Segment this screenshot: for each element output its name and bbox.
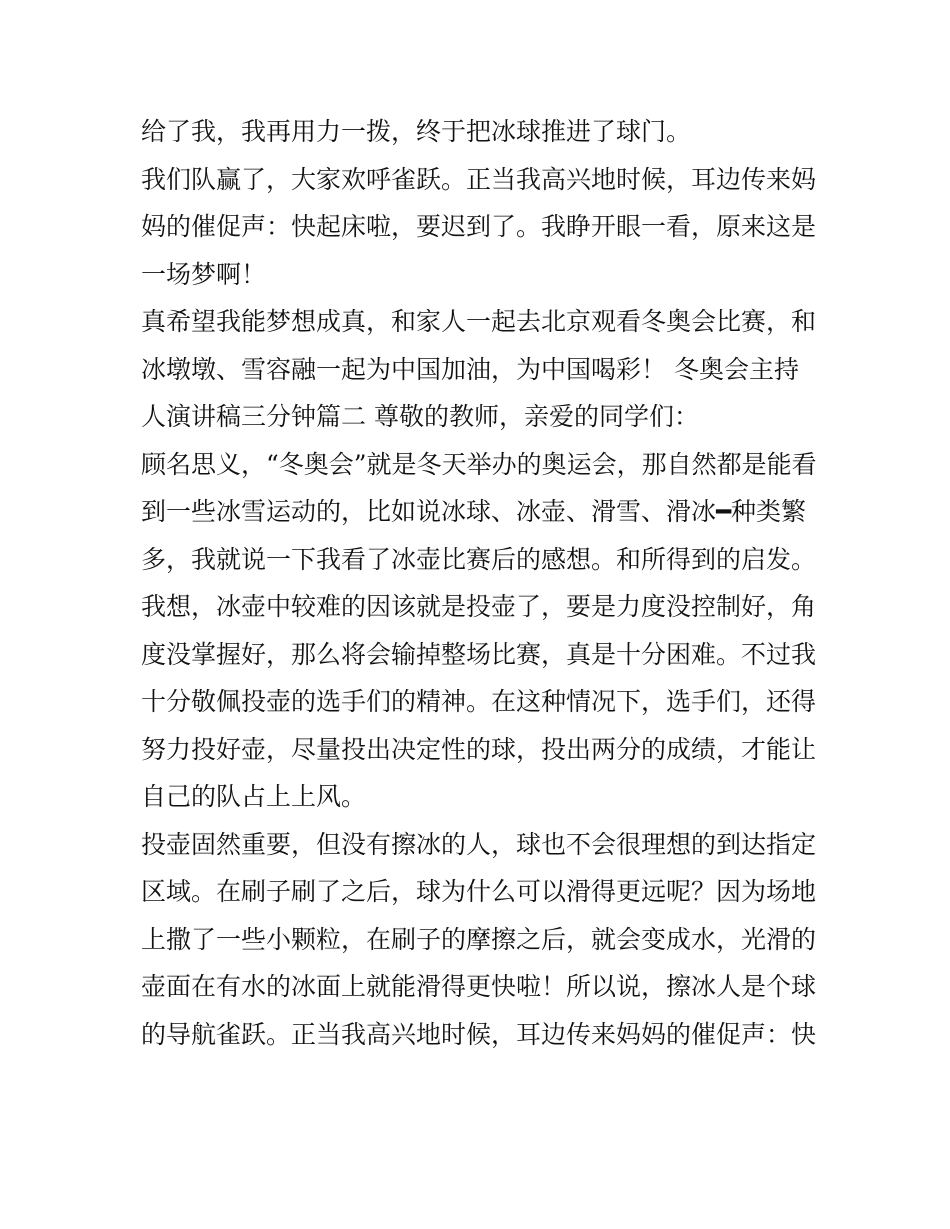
text-line: 顾名思义，“冬奥会”就是冬天举办的奥运会，那自然都是能看 bbox=[141, 449, 817, 479]
text-line: 到一些冰雪运动的，比如说冰球、冰壶、滑雪、滑冰━种类繁 bbox=[141, 497, 807, 526]
text-line: 区域。在刷子刷了之后，球为什么可以滑得更远呢？因为场地 bbox=[141, 877, 817, 906]
text-line: 多，我就说一下我看了冰壶比赛后的感想。和所得到的启发。 bbox=[141, 544, 817, 574]
text-line: 的导航雀跃。正当我高兴地时候，耳边传来妈妈的催促声：快 bbox=[141, 1019, 817, 1049]
text-line: 壶面在有水的冰面上就能滑得更快啦！所以说，擦冰人是个球 bbox=[141, 972, 817, 1001]
text-line: 上撒了一些小颗粒，在刷子的摩擦之后，就会变成水，光滑的 bbox=[141, 924, 817, 954]
text-line: 度没掌握好，那么将会输掉整场比赛，真是十分困难。不过我 bbox=[141, 639, 817, 669]
text-line: 投壶固然重要，但没有擦冰的人，球也不会很理想的到达指定 bbox=[141, 829, 817, 859]
text-line: 妈的催促声：快起床啦，要迟到了。我睁开眼一看，原来这是 bbox=[141, 212, 817, 241]
text-line: 真希望我能梦想成真，和家人一起去北京观看冬奥会比赛，和 bbox=[141, 307, 817, 336]
body-text bbox=[141, 108, 821, 1058]
text-line: 一场梦啊！ bbox=[141, 259, 267, 289]
text-line: 努力投好壶，尽量投出决定性的球，投出两分的成绩，才能让 bbox=[141, 734, 817, 764]
text-line: 我想，冰壶中较难的因该就是投壶了，要是力度没控制好，角 bbox=[141, 592, 817, 621]
text-line: 我们队赢了，大家欢呼雀跃。正当我高兴地时候，耳边传来妈 bbox=[141, 164, 817, 194]
text-line: 十分敬佩投壶的选手们的精神。在这种情况下，选手们，还得 bbox=[141, 687, 817, 716]
text-line: 人演讲稿三分钟篇二 尊敬的教师，亲爱的同学们： bbox=[141, 402, 699, 431]
text-line: 冰墩墩、雪容融一起为中国加油，为中国喝彩！ 冬奥会主持 bbox=[141, 354, 799, 384]
text-line: 给了我，我再用力一拨，终于把冰球推进了球门。 bbox=[141, 117, 692, 146]
text-line: 自己的队占上上风。 bbox=[141, 782, 367, 811]
